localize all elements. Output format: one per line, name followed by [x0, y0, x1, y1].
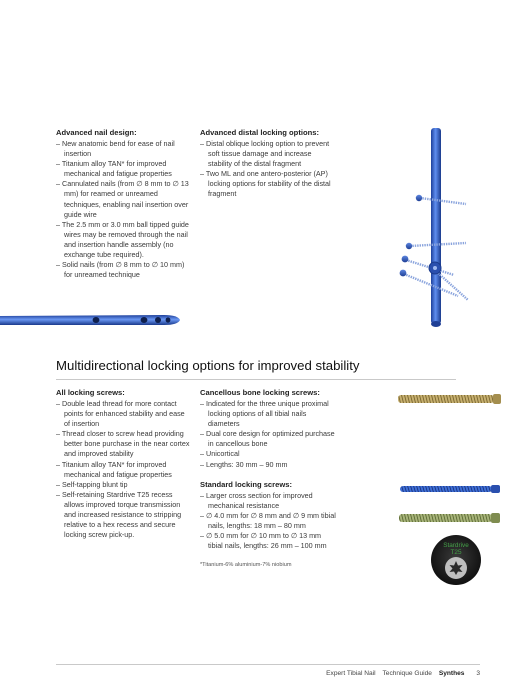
list-item: – Unicortical [200, 449, 336, 459]
footer-brand: Synthes [438, 670, 465, 677]
section-heading: Multidirectional locking options for improved stability [56, 358, 360, 373]
footer-divider [56, 664, 480, 665]
advanced-nail-heading: Advanced nail design: [56, 128, 137, 137]
list-item: – Self-retaining Stardrive T25 recess allows improved torque transmission and increased resistance to stripping relative to a hex recess and secure locking screw pick-up. [56, 490, 190, 540]
list-item: – Lengths: 30 mm – 90 mm [200, 460, 336, 470]
cancellous-heading: Cancellous bone locking screws: [200, 388, 320, 397]
all-locking-heading: All locking screws: [56, 388, 125, 397]
list-item: – Thread closer to screw head providing better bone purchase in the near cortex and improved stability [56, 429, 190, 459]
nail-distal-illustration [380, 128, 508, 330]
list-item: – Distal oblique locking option to prevent soft tissue damage and increase stability of the distal fragment [200, 139, 336, 169]
cancellous-screw-image [398, 393, 502, 405]
nail-shaft [431, 128, 441, 324]
standard-heading: Standard locking screws: [200, 479, 292, 489]
advanced-distal-heading: Advanced distal locking options: [200, 128, 319, 137]
list-item: – The 2.5 mm or 3.0 mm ball tipped guide wires may be removed through the nail and insertion handle assembly (no exchange tube required). [56, 220, 190, 260]
list-item: – Titanium alloy TAN* for improved mechanical and fatigue properties [56, 460, 190, 480]
standard-screw-green-image [398, 512, 502, 524]
list-item: – Two ML and one antero-posterior (AP) locking options for stability of the distal fragment [200, 169, 336, 199]
list-item: – Titanium alloy TAN* for improved mechanical and fatigue properties [56, 159, 190, 179]
badge-line2: T25 [450, 549, 462, 556]
page-number: 3 [476, 670, 480, 677]
section-divider [56, 379, 456, 380]
list-item: – ∅ 5.0 mm for ∅ 10 mm to ∅ 13 mm tibial nails, lengths: 26 mm – 100 mm [200, 531, 336, 551]
list-item: – New anatomic bend for ease of nail insertion [56, 139, 190, 159]
list-item: – Double lead thread for more contact points for enhanced stability and ease of insertion [56, 399, 190, 429]
badge-line1: Stardrive [443, 542, 469, 549]
standard-screw-blue-image [398, 484, 502, 494]
list-item: – ∅ 4.0 mm for ∅ 8 mm and ∅ 9 mm tibial nails, lengths: 18 mm – 80 mm [200, 511, 336, 531]
cancellous-list [200, 399, 336, 470]
footnote: *Titanium-6% aluminium-7% niobium [200, 562, 292, 569]
list-item: – Cannulated nails (from ∅ 8 mm to ∅ 13 mm) for reamed or unreamed techniques, enabling nail insertion over guide wire [56, 179, 190, 219]
footer-guide: Technique Guide [382, 670, 432, 677]
list-item: – Solid nails (from ∅ 8 mm to ∅ 10 mm) for unreamed technique [56, 260, 190, 280]
locking-screw [402, 256, 454, 275]
advanced-distal-list [200, 139, 336, 200]
list-item: – Indicated for the three unique proximal locking options of all tibial nails diameters [200, 399, 336, 429]
footer-doc-title: Expert Tibial Nail [326, 670, 376, 677]
list-item: – Dual core design for optimized purchase in cancellous bone [200, 429, 336, 449]
all-locking-list [56, 399, 190, 540]
list-item: – Self-tapping blunt tip [56, 480, 190, 490]
nail-proximal-illustration [0, 308, 184, 332]
list-item: – Larger cross section for improved mechanical resistance [200, 491, 336, 511]
stardrive-badge [430, 534, 482, 586]
footer [321, 670, 480, 678]
standard-list [200, 491, 336, 552]
advanced-nail-list [56, 139, 190, 280]
